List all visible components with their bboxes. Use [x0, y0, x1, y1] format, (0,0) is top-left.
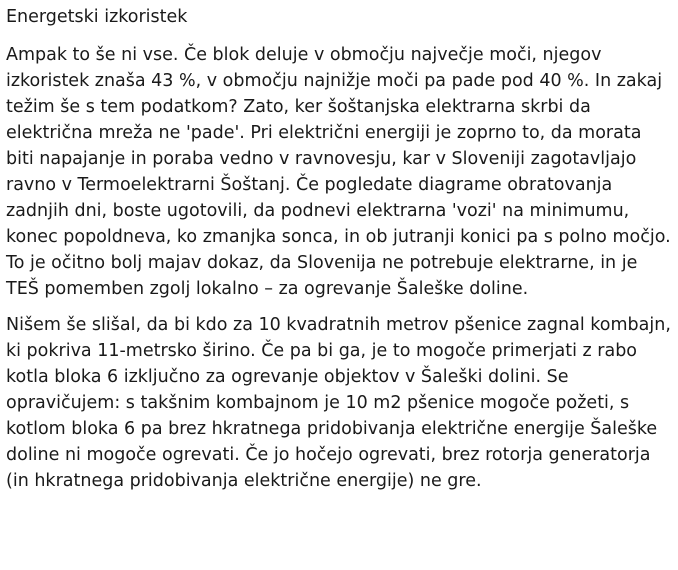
paragraph-1: Ampak to še ni vse. Če blok deluje v območju največje moči, njegov izkoristek znaša 43 %, v območju najnižje moči pa pade pod 40 %. In zakaj težim še s tem podatkom? Zato, ker šoštanjska elektrarna skrbi da električna mreža ne 'pade'. Pri električni energiji je zoprno to, da morata biti napajanje in poraba vedno v ravnovesju, kar v Sloveniji zagotavljajo ravno v Termoelektrarni Šoštanj. Če pogledate diagrame obratovanja zadnjih dni, boste ugotovili, da podnevi elektrarna 'vozi' na minimumu, konec popoldneva, ko zmanjka sonca, in ob jutranji konici pa s polno močjo. To je očitno bolj majav dokaz, da Slovenija ne potrebuje elektrarne, in je TEŠ pomemben zgolj lokalno – za ogrevanje Šaleške doline.: [6, 45, 671, 299]
document-title: Energetski izkoristek: [6, 7, 188, 27]
paragraph-2: Nišem še slišal, da bi kdo za 10 kvadratnih metrov pšenice zagnal kombajn, ki pokriva 11-metrsko širino. Če pa bi ga, je to mogoče primerjati z rabo kotla bloka 6 izključno za ogrevanje objektov v Šaleški dolini. Se opravičujem: s takšnim kombajnom je 10 m2 pšenice mogoče požeti, s kotlom bloka 6 pa brez hkratnega pridobivanja električne energije Šaleške doline ni mogoče ogrevati. Če jo hočejo ogrevati, brez rotorja generatorja (in hkratnega pridobivanja električne energije) ne gre.: [6, 315, 671, 491]
